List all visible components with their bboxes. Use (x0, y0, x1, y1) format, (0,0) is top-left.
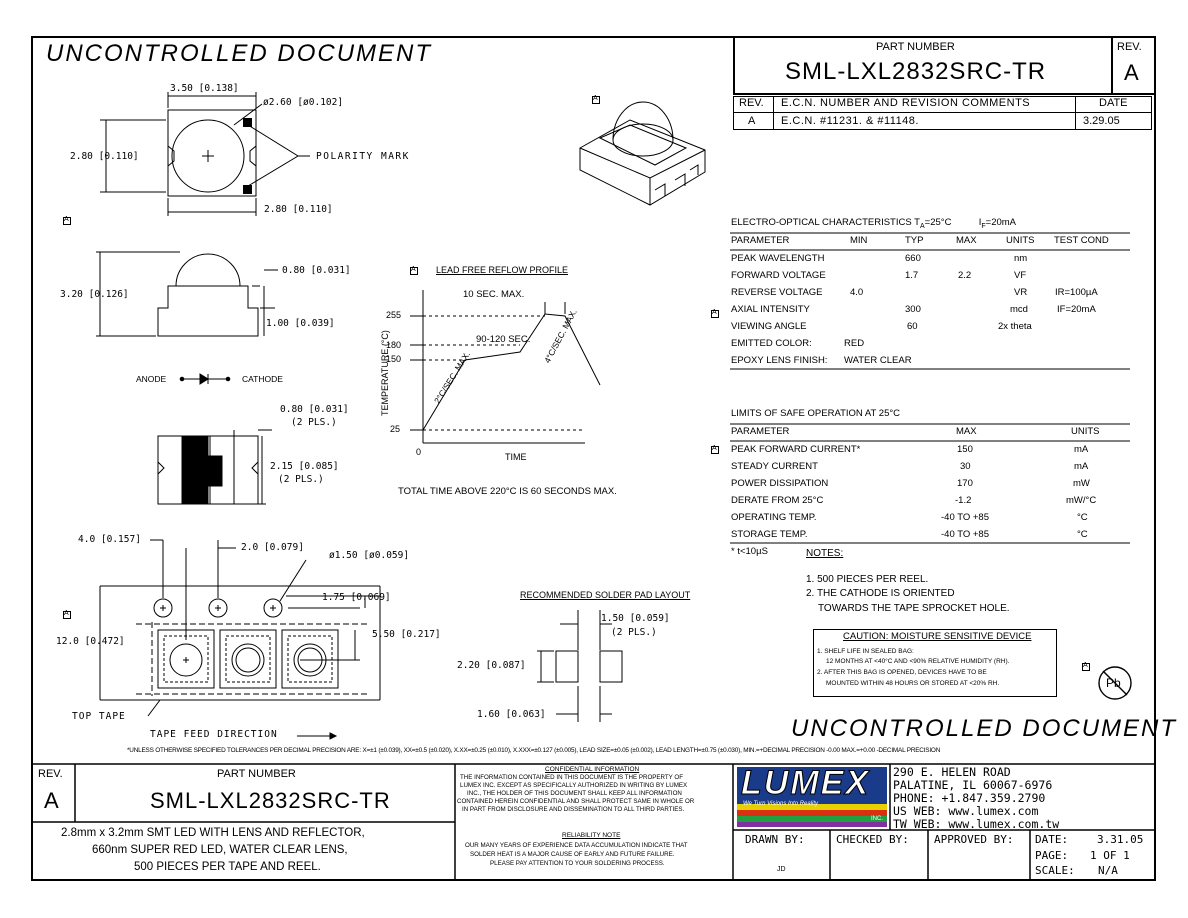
reflow-tick-0: 0 (416, 447, 422, 457)
caution-line-4: MOUNTED WITHIN 48 HOURS OR STORED AT <20% RH. (826, 680, 1000, 687)
eo-r0-typ: 660 (905, 253, 921, 264)
tb-confidential-3: INC., THE HOLDER OF THIS DOCUMENT SHALL KEEP ALL INFORMATION (467, 790, 682, 797)
eo-h-param: PARAMETER (731, 235, 790, 246)
notes-1: 1. 500 PIECES PER REEL. (806, 574, 929, 585)
anode-label: ANODE (136, 374, 167, 384)
safe-r2-units: mW (1073, 478, 1090, 489)
dim-top-width: 3.50 [0.138] (170, 83, 239, 94)
tb-drawn-by: JD (777, 866, 786, 873)
eo-title (731, 217, 1016, 230)
safe-footnote: * t<10µS (731, 546, 768, 557)
eo-r5-value: RED (844, 338, 865, 349)
rev-flag-pb-label: A (1083, 662, 1088, 669)
tb-page: 1 OF 1 (1090, 849, 1130, 862)
rev-label: REV. (1117, 41, 1142, 53)
cathode-label: CATHODE (242, 374, 283, 384)
dim-side-total: 3.20 [0.126] (60, 289, 129, 300)
reflow-xlabel: TIME (505, 452, 527, 462)
safe-r4-units: °C (1077, 512, 1088, 523)
safe-title: LIMITS OF SAFE OPERATION AT 25°C (731, 408, 901, 419)
safe-r1-param: STEADY CURRENT (731, 461, 818, 472)
part-number-label: PART NUMBER (876, 41, 955, 53)
reflow-ramp-down: 4°C/SEC. MAX. (542, 307, 579, 365)
safe-r5-param: STORAGE TEMP. (731, 529, 808, 540)
caution-line-2: 12 MONTHS AT <40°C AND <90% RELATIVE HUMIDITY (RH). (826, 658, 1010, 665)
safe-h-max: MAX (956, 426, 977, 437)
eo-r4-param: VIEWING ANGLE (731, 321, 807, 332)
lumex-logo-inc: INC. (871, 816, 883, 822)
solder-pad-title: RECOMMENDED SOLDER PAD LAYOUT (520, 590, 691, 600)
eo-r3-typ: 300 (905, 304, 921, 315)
tb-confidential-title: CONFIDENTIAL INFORMATION (545, 766, 640, 773)
eo-h-typ: TYP (905, 235, 924, 246)
eo-r6-param: EPOXY LENS FINISH: (731, 355, 828, 366)
rev-value: A (1124, 60, 1139, 85)
tb-part: SML-LXL2832SRC-TR (150, 788, 391, 813)
tb-reliability-title: RELIABILITY NOTE (562, 832, 621, 839)
reflow-soak: 90-120 SEC. (476, 334, 531, 345)
eo-r1-units: VF (1014, 270, 1027, 281)
reflow-title: LEAD FREE REFLOW PROFILE (436, 265, 569, 275)
reflow-total-time: TOTAL TIME ABOVE 220°C IS 60 SECONDS MAX. (398, 486, 617, 497)
eo-r2-min: 4.0 (850, 287, 864, 298)
uncontrolled-footer: UNCONTROLLED DOCUMENT (791, 715, 1178, 742)
safe-h-param: PARAMETER (731, 426, 790, 437)
caution-line-3: 2. AFTER THIS BAG IS OPENED, DEVICES HAVE TO BE (817, 669, 987, 676)
eo-h-units: UNITS (1006, 235, 1035, 246)
eo-title-tail: =25°C (924, 217, 952, 228)
tb-address-5: TW WEB: www.lumex.com.tw (893, 817, 1060, 831)
rev-flag-tape-label: A (64, 610, 69, 617)
part-number-title: SML-LXL2832SRC-TR (785, 58, 1047, 85)
tb-date: 3.31.05 (1097, 833, 1144, 846)
eo-r3-test: IF=20mA (1057, 304, 1096, 315)
tb-desc-3: 500 PIECES PER TAPE AND REEL. (134, 861, 321, 873)
rev-col-header: REV. (739, 97, 764, 109)
eo-h-max: MAX (956, 235, 977, 246)
reflow-ylabel: TEMPERATURE (°C) (380, 330, 390, 416)
eo-r4-typ: 60 (907, 321, 918, 332)
tb-desc-2: 660nm SUPER RED LED, WATER CLEAR LENS, (92, 844, 348, 856)
reflow-tick-25: 25 (390, 424, 401, 434)
lumex-logo (737, 764, 887, 827)
eo-r2-param: REVERSE VOLTAGE (731, 287, 823, 298)
safe-r0-units: mA (1074, 444, 1089, 455)
date-col-header: DATE (1099, 97, 1128, 109)
eo-r2-units: VR (1014, 287, 1028, 298)
dim-bottom-len-pls: (2 PLS.) (278, 474, 324, 485)
tb-address-2: PALATINE, IL 60067-6976 (893, 778, 1053, 792)
caution-line-1: 1. SHELF LIFE IN SEALED BAG: (817, 648, 914, 655)
tape-feed-label: TAPE FEED DIRECTION (150, 729, 278, 740)
eo-title-sub: A (919, 222, 925, 230)
dim-tape-half: 2.0 [0.079] (241, 542, 304, 553)
dim-pad-gap: 1.60 [0.063] (477, 709, 546, 720)
eo-if-sub: F (981, 222, 986, 230)
notes-title: NOTES: (806, 548, 844, 559)
tb-confidential-2: LUMEX INC. EXCEPT AS SPECIFICALLY AUTHORIZED IN WRITING BY LUMEX (460, 782, 688, 789)
dim-bottom-len: 2.15 [0.085] (270, 461, 339, 472)
safe-r3-max: -1.2 (955, 495, 972, 506)
tb-confidential-1: THE INFORMATION CONTAINED IN THIS DOCUMENT IS THE PROPERTY OF (460, 774, 683, 781)
tb-address-3: PHONE: +1.847.359.2790 (893, 791, 1046, 805)
dim-side-lead: 0.80 [0.031] (282, 265, 351, 276)
rev-row-ecn: E.C.N. #11231. & #11148. (781, 115, 919, 127)
dim-bottom-pad-pls: (2 PLS.) (291, 417, 337, 428)
eo-r3-units: mcd (1010, 304, 1028, 315)
eo-r1-param: FORWARD VOLTAGE (731, 270, 826, 281)
dim-bottom-pad: 0.80 [0.031] (280, 404, 349, 415)
eo-h-test: TEST COND (1054, 235, 1109, 246)
reflow-ramp-up: 2°C/SEC. MAX. (432, 349, 473, 406)
safe-r5-units: °C (1077, 529, 1088, 540)
tb-date-label: DATE: (1035, 833, 1069, 846)
tb-scale-label: SCALE: (1035, 864, 1075, 877)
dim-top-hole: ø2.60 [ø0.102] (263, 97, 344, 108)
dim-pad-w-pls: (2 PLS.) (611, 627, 657, 638)
safe-r4-param: OPERATING TEMP. (731, 512, 817, 523)
tb-address-4: US WEB: www.lumex.com (893, 804, 1039, 818)
safe-r0-max: 150 (957, 444, 973, 455)
reflow-max: 10 SEC. MAX. (463, 289, 525, 300)
eo-r0-units: nm (1014, 253, 1028, 264)
tb-desc-1: 2.8mm x 3.2mm SMT LED WITH LENS AND REFLECTOR, (61, 827, 365, 839)
safe-r1-units: mA (1074, 461, 1089, 472)
tb-rev: A (44, 788, 59, 813)
dim-tape-width: 12.0 [0.472] (56, 636, 125, 647)
tb-address-1: 290 E. HELEN ROAD (893, 765, 1011, 779)
reflow-tick-150: 150 (386, 354, 402, 364)
tolerance-line: *UNLESS OTHERWISE SPECIFIED TOLERANCES PER DECIMAL PRECISION ARE: X=±1 (±0.039), XX=±0.5 (±0.020), X.XX=±0.25 (±0.010), X.XXX=±0.127 (±0.005), LEAD SIZE=±0.05 (±0.002), LEAD LENGTH=±0.75 (±0.030), MIN.=+DECIMAL PRECISION -0.00 MAX.=+0.00 -DECIMAL PRECISION (127, 747, 941, 754)
safe-r3-param: DERATE FROM 25°C (731, 495, 824, 506)
eo-title-text: ELECTRO-OPTICAL CHARACTERISTICS T (731, 217, 920, 228)
eo-if-tail: =20mA (985, 217, 1017, 228)
tb-reliability-2: SOLDER HEAT IS A MAJOR CAUSE OF EARLY AND FUTURE FAILURE. (470, 851, 675, 858)
safe-r0-param: PEAK FORWARD CURRENT* (731, 444, 861, 455)
safe-r1-max: 30 (960, 461, 971, 472)
tb-rev-label: REV. (38, 768, 63, 780)
rev-flag-safe-label: A (712, 445, 717, 452)
dim-side-base: 1.00 [0.039] (266, 318, 335, 329)
dim-pad-w: 1.50 [0.059] (601, 613, 670, 624)
rev-flag-eo-label: A (712, 309, 717, 316)
dim-tape-edge: 1.75 [0.069] (322, 592, 391, 603)
reflow-tick-255: 255 (386, 310, 402, 320)
pb-icon: Pb (1106, 676, 1121, 690)
eo-r0-param: PEAK WAVELENGTH (731, 253, 825, 264)
eo-r1-typ: 1.7 (905, 270, 919, 281)
eo-r5-param: EMITTED COLOR: (731, 338, 812, 349)
dim-tape-hole: ø1.50 [ø0.059] (329, 550, 410, 561)
eo-r1-max: 2.2 (958, 270, 972, 281)
tb-confidential-4: CONTAINED HEREIN CONFIDENTIAL AND SHALL PROTECT SAME IN WHOLE OR (457, 798, 695, 805)
safe-h-units: UNITS (1071, 426, 1100, 437)
safe-r4-max: -40 TO +85 (941, 512, 989, 523)
dim-top-bottom: 2.80 [0.110] (264, 204, 333, 215)
dim-top-height: 2.80 [0.110] (70, 151, 139, 162)
rev-row-rev: A (748, 115, 756, 127)
eo-r4-units: 2x theta (998, 321, 1032, 332)
eo-h-min: MIN (850, 235, 868, 246)
safe-r5-max: -40 TO +85 (941, 529, 989, 540)
top-tape-label: TOP TAPE (72, 711, 126, 722)
tb-drawn-by-label: DRAWN BY: (745, 833, 805, 846)
rev-flag-topview-label: A (64, 216, 69, 223)
eo-r6-value: WATER CLEAR (844, 355, 912, 366)
rev-row-date: 3.29.05 (1083, 115, 1120, 127)
rev-flag-iso-label: A (593, 95, 598, 102)
lumex-logo-tagline: We Turn Visions Into Reality (743, 801, 819, 807)
tb-approved-by-label: APPROVED BY: (934, 833, 1014, 846)
caution-title: CAUTION: MOISTURE SENSITIVE DEVICE (843, 631, 1032, 642)
eo-r3-param: AXIAL INTENSITY (731, 304, 810, 315)
uncontrolled-header: UNCONTROLLED DOCUMENT (46, 40, 433, 67)
tb-confidential-5: IN PART FROM DISCLOSURE AND DISSEMINATION TO ALL THIRD PARTIES. (462, 806, 685, 813)
lumex-logo-text: LUMEX (741, 764, 870, 802)
eo-r2-test: IR=100µA (1055, 287, 1098, 298)
tb-part-label: PART NUMBER (217, 768, 296, 780)
dim-pad-h: 2.20 [0.087] (457, 660, 526, 671)
tb-reliability-3: PLEASE PAY ATTENTION TO YOUR SOLDERING PROCESS. (490, 860, 665, 867)
safe-r2-max: 170 (957, 478, 973, 489)
dim-tape-pitch: 4.0 [0.157] (78, 534, 141, 545)
tb-page-label: PAGE: (1035, 849, 1069, 862)
tb-reliability-1: OUR MANY YEARS OF EXPERIENCE DATA ACCUMULATION INDICATE THAT (465, 842, 688, 849)
eo-if: I (978, 217, 982, 228)
safe-r3-units: mW/°C (1066, 495, 1097, 506)
tb-scale: N/A (1098, 864, 1118, 877)
notes-2: 2. THE CATHODE IS ORIENTED (806, 588, 955, 599)
notes-3: TOWARDS THE TAPE SPROCKET HOLE. (818, 603, 1010, 614)
dim-tape-center: 5.50 [0.217] (372, 629, 441, 640)
polarity-mark-label: POLARITY MARK (316, 151, 410, 162)
tb-checked-by-label: CHECKED BY: (836, 833, 909, 846)
safe-r2-param: POWER DISSIPATION (731, 478, 829, 489)
rev-flag-reflow-label: A (411, 266, 416, 273)
reflow-tick-180: 180 (386, 340, 402, 350)
ecn-col-header: E.C.N. NUMBER AND REVISION COMMENTS (781, 97, 1031, 109)
